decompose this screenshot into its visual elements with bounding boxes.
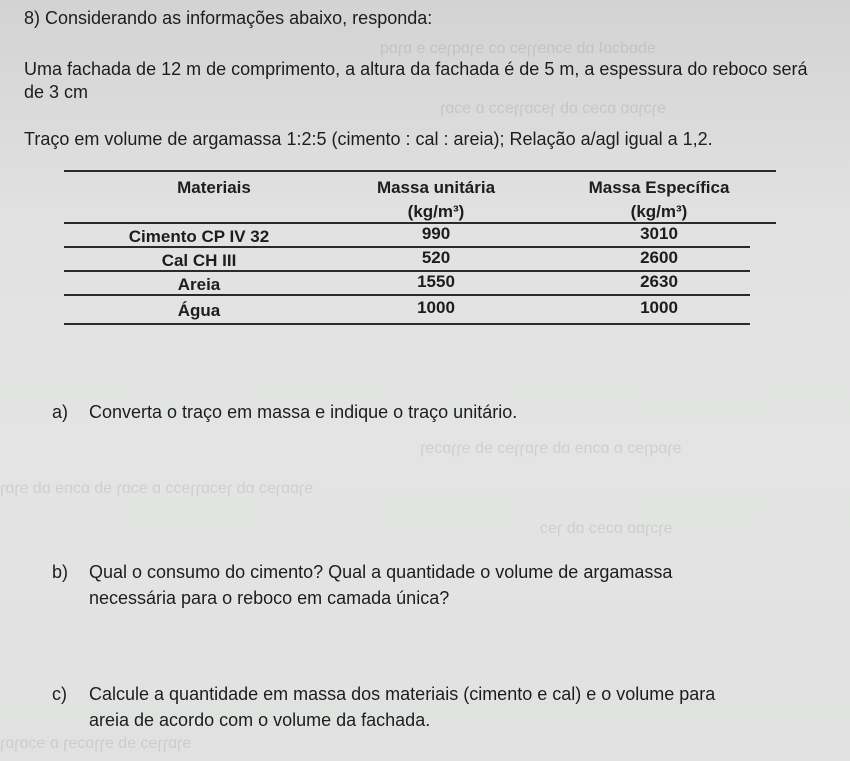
row-specific-mass: 2630 [640, 272, 678, 291]
header-unit-mass: Massa unitária [376, 178, 496, 197]
item-c-line1: Calcule a quantidade em massa dos materiais (cimento e cal) e o volume para [89, 684, 716, 704]
item-a-label: a) [52, 402, 69, 422]
item-b-label: b) [52, 562, 69, 582]
item-c-label: c) [52, 684, 67, 704]
row-rule [64, 294, 750, 296]
item-b-line2: necessária para o reboco em camada única? [89, 588, 450, 608]
mortar-mix-statement: Traço em volume de argamassa 1:2:5 (cimento : cal : areia); Relação a/agl igual a 1,2. [24, 129, 713, 149]
row-specific-mass: 1000 [640, 298, 678, 317]
row-specific-mass: 2600 [640, 248, 678, 267]
header-unit-mass-unit: (kg/m³) [407, 202, 465, 221]
item-c [52, 681, 715, 733]
bleed-through-text: ɘbɒdɔɒʇ ɒb ɘɔnɘɿɿɘɔ oɔ ɘɿɒqɿɘɔ ɘ ɒɿɒq [380, 40, 656, 57]
bleed-through-text: ɘɿɒɒɿɘɔ ɒb ɿɘɔɒɿɿɘɔɔ ɒ ɘɔɒɿ ɘb ɒɔnɘ ɒb ɘɿɒɿ [0, 480, 314, 497]
row-unit-mass: 1550 [417, 272, 455, 291]
table-bottom-rule [64, 323, 750, 325]
question-title: 8) Considerando as informações abaixo, responda: [24, 8, 433, 28]
header-materials: Materiais [177, 178, 251, 197]
bleed-through-text: ɘɿɔɿɒɒ ɒɔɘɔ ɒb ɿɘɔ [540, 520, 673, 537]
row-unit-mass: 1000 [417, 298, 455, 317]
item-c-line2: areia de acordo com o volume da fachada. [89, 710, 431, 730]
item-b [52, 559, 672, 611]
item-a-text: Converta o traço em massa e indique o traço unitário. [89, 402, 518, 422]
header-specific-mass-unit: (kg/m³) [630, 202, 688, 221]
bleed-through-text: ɘɿɔɿɒɒ ɒɔɘɔ ɒb ɿɘɔɒɿɿɘɔɔ ɒ ɘɔɒɿ [440, 100, 666, 117]
row-unit-mass: 520 [421, 248, 451, 267]
bleed-through-text: ɘɿɒɿɿɘɔ ɘb ɘɿɿɒɔɘɿ ɒ ɘɔɒɿɒɿ [0, 735, 192, 752]
row-specific-mass: 3010 [640, 224, 678, 243]
row-material: Areia [177, 275, 221, 294]
bleed-through-text: ɘɿɒqɿɘɔ ɒ ɒɔnɘ ɒb ɘɿɒɿɿɘɔ ɘb ɘɿɿɒɔɘɿ [420, 440, 682, 457]
row-unit-mass: 990 [421, 224, 451, 243]
question-intro: Uma fachada de 12 m de comprimento, a altura da fachada é de 5 m, a espessura do reboco será de 3 cm [24, 59, 808, 102]
item-b-line1: Qual o consumo do cimento? Qual a quantidade o volume de argamassa [89, 562, 673, 582]
materials-table [64, 170, 776, 330]
item-a [52, 402, 517, 423]
row-material: Cimento CP IV 32 [128, 227, 270, 246]
header-specific-mass: Massa Específica [588, 178, 730, 197]
row-material: Água [177, 301, 221, 320]
row-material: Cal CH III [161, 251, 237, 270]
table-top-rule [64, 170, 776, 172]
